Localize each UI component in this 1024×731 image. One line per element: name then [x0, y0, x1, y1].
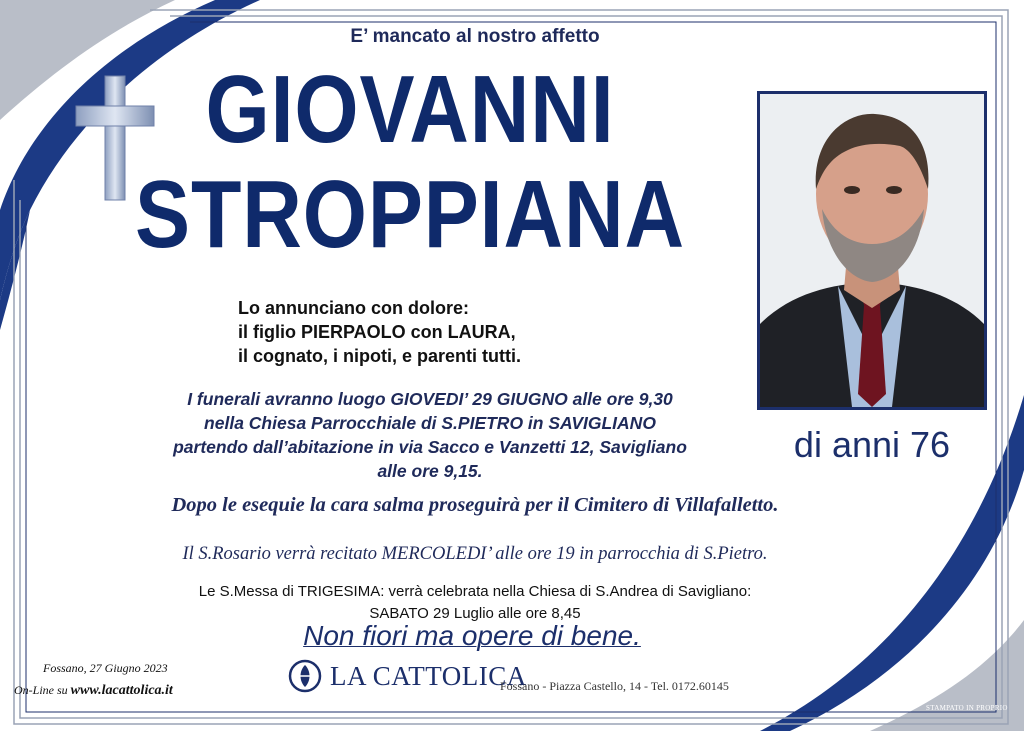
website-link[interactable]: www.lacattolica.it — [70, 683, 173, 698]
deceased-last-name: STROPPIANA — [135, 161, 685, 268]
flowers-note: Non fiori ma opere di bene. — [303, 620, 641, 651]
announcement-line: il cognato, i nipoti, e parenti tutti. — [238, 346, 521, 366]
trigesima-line: SABATO 29 Luglio alle ore 8,45 — [369, 605, 581, 622]
burial-note: Dopo le esequie la cara salma proseguirà per il Cimitero di Villafalletto. — [171, 494, 779, 516]
trigesima-note — [20, 581, 930, 625]
intro-line: E’ mancato al nostro affetto — [350, 26, 600, 47]
rosary-note: Il S.Rosario verrà recitato MERCOLEDI’ alle ore 19 in parrocchia di S.Pietro. — [182, 544, 768, 564]
funeral-details — [110, 387, 750, 483]
funeral-line: nella Chiesa Parrocchiale di S.PIETRO in SAVIGLIANO — [204, 413, 656, 433]
funeral-line: partendo dall’abitazione in via Sacco e Vanzetti 12, Savigliano — [173, 437, 687, 457]
online-note — [14, 683, 173, 699]
announcement-line: Lo annunciano con dolore: — [238, 298, 469, 318]
announcement-block — [238, 296, 521, 368]
portrait-photo — [757, 91, 987, 410]
deceased-first-name: GIOVANNI — [205, 56, 615, 163]
trigesima-line: Le S.Messa di TRIGESIMA: verrà celebrata nella Chiesa di S.Andrea di Savigliano: — [198, 583, 752, 600]
la-cattolica-brand — [288, 659, 527, 693]
la-cattolica-logo-icon — [288, 659, 322, 693]
funeral-line: I funerali avranno luogo GIOVEDI’ 29 GIUGNO alle ore 9,30 — [187, 389, 673, 409]
print-stamp: STAMPATO IN PROPRIO — [926, 704, 1008, 712]
portrait-illustration — [760, 94, 984, 407]
brand-name: LA CATTOLICA — [330, 660, 527, 691]
funeral-line: alle ore 9,15. — [377, 461, 483, 481]
deceased-age: di anni 76 — [793, 424, 951, 465]
announcement-line: il figlio PIERPAOLO con LAURA, — [238, 322, 516, 342]
online-prefix: On-Line su — [14, 683, 71, 697]
notice-date: Fossano, 27 Giugno 2023 — [43, 661, 168, 675]
brand-address: Fossano - Piazza Castello, 14 - Tel. 0172.60145 — [500, 679, 729, 693]
